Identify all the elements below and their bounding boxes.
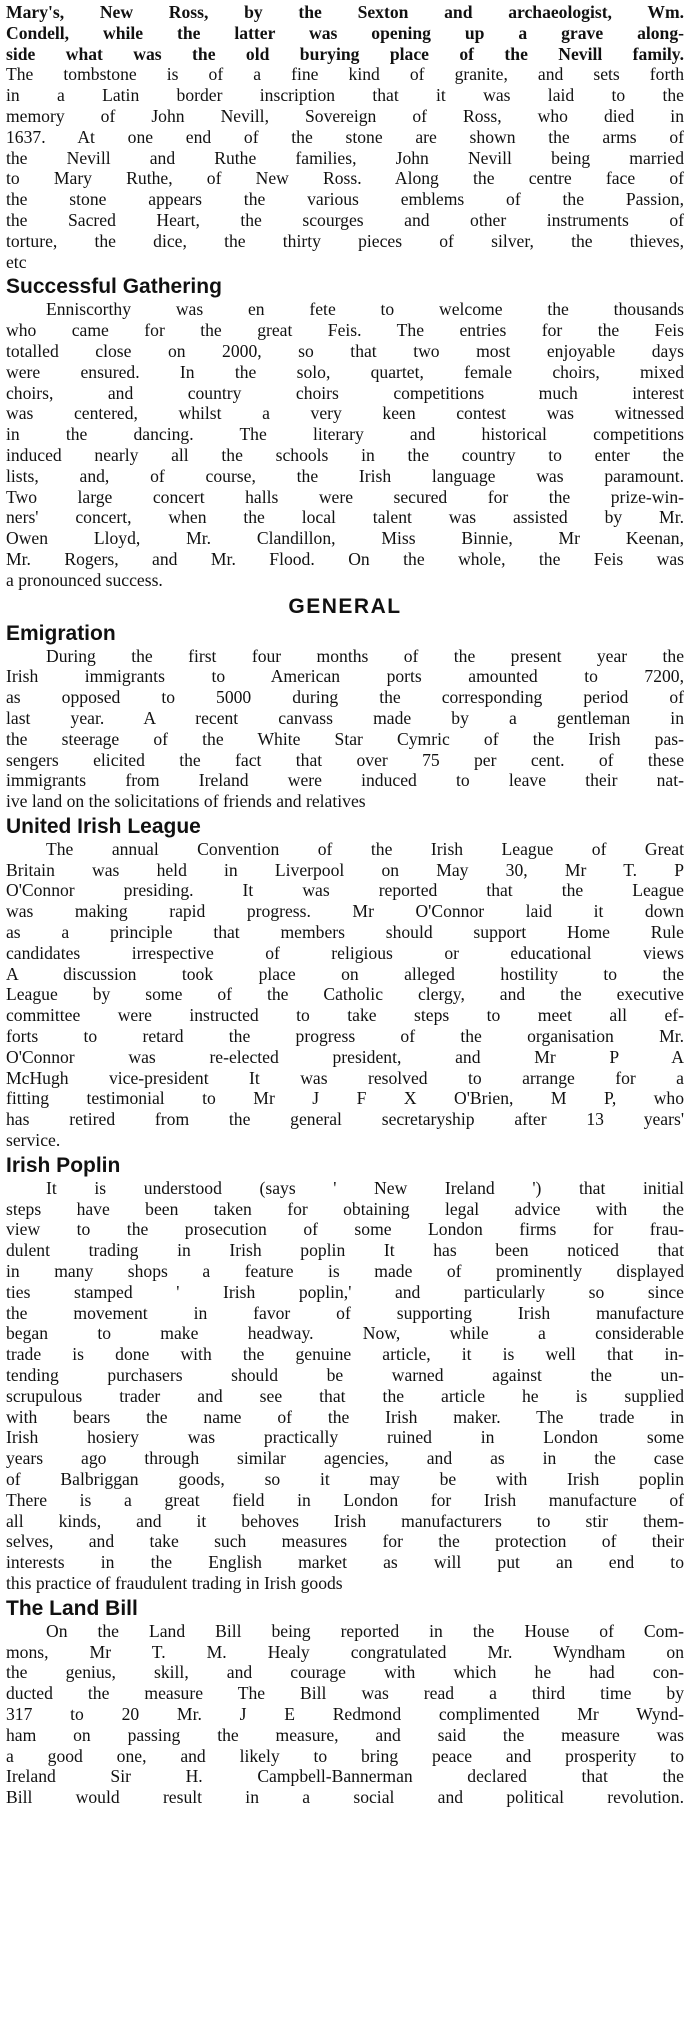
article-emigration [6,622,684,812]
article-line: who came for the great Feis. The entries for the Feis [6,320,684,341]
article-line: Ireland Sir H. Campbell-Bannerman declared that the [6,1766,684,1787]
article-line: There is a great field in London for Irish manufacture of [6,1489,684,1510]
article-line: A discussion took place on alleged hostility to the [6,963,684,984]
article-line: The annual Convention of the Irish League of Great [46,838,684,859]
article-line: McHugh vice-president It was resolved to arrange for a [6,1067,684,1088]
article-line: lists, and, of course, the Irish language was paramount. [6,465,684,486]
article-line: Enniscorthy was en fete to welcome the thousands [46,299,684,320]
article-line: all kinds, and it behoves Irish manufacturers to stir them- [6,1510,684,1531]
article-line: immigrants from Ireland were induced to leave their nat- [6,770,684,791]
intro-line: 1637. At one end of the stone are shown the arms of [6,126,684,147]
article-line: in many shops a feature is made of prominently displayed [6,1261,684,1282]
article-line: steps have been taken for obtaining legal advice with the [6,1198,684,1219]
article-line: as a principle that members should support Home Rule [6,922,684,943]
article-line: has retired from the general secretaryship after 13 years' [6,1109,684,1130]
article-line: candidates irrespective of religious or educational views [6,942,684,963]
intro-line: in a Latin border inscription that it was laid to the [6,85,684,106]
article-line: ties stamped ' Irish poplin,' and particularly so since [6,1281,684,1302]
article-line: 317 to 20 Mr. J E Redmond complimented Mr Wynd- [6,1703,684,1724]
article-line: this practice of fraudulent trading in Irish goods [6,1572,343,1593]
intro-line: The tombstone is of a fine kind of granite, and sets forth [6,64,684,85]
article-line: induced nearly all the schools in the country to enter the [6,444,684,465]
article-heading: Emigration [6,621,116,645]
article-line: the steerage of the White Star Cymric of the Irish pas- [6,728,684,749]
article-line: the genius, skill, and courage with which he had con- [6,1662,684,1683]
intro-line: Condell, while the latter was opening up a grave along- [6,22,684,43]
article-heading: The Land Bill [6,1596,138,1620]
article-line: selves, and take such measures for the protection of their [6,1531,684,1552]
article-line: Mr. Rogers, and Mr. Flood. On the whole, the Feis was [6,548,684,569]
article-line: On the Land Bill being reported in the House of Com- [46,1620,684,1641]
article-line: ive land on the solicitations of friends and relatives [6,791,366,812]
article-line: dulent trading in Irish poplin It has been noticed that [6,1240,684,1261]
article-line: of Balbriggan goods, so it may be with Irish poplin [6,1469,684,1489]
article-line: O'Connor presiding. It was reported that the League [6,880,684,901]
article-heading: United Irish League [6,814,201,838]
article-land-bill [6,1597,684,1808]
intro-line: torture, the dice, the thirty pieces of silver, the thieves, [6,230,684,251]
intro-line: side what was the old burying place of the Nevill family. [6,43,684,64]
article-line: the movement in favor of supporting Irish manufacture [6,1302,684,1323]
intro-line: to Mary Ruthe, of New Ross. Along the centre face of [6,168,684,189]
article-line: last year. A recent canvass made by a gentleman in [6,707,684,728]
article-heading: Irish Poplin [6,1153,121,1177]
article-line: were ensured. In the solo, quartet, female choirs, mixed [6,361,684,382]
article-line: Britain was held in Liverpool on May 30, Mr T. P [6,859,684,880]
article-line: choirs, and country choirs competitions much interest [6,382,684,403]
article-line: began to make headway. Now, while a considerable [6,1323,684,1344]
article-line: League by some of the Catholic clergy, and the executive [6,984,684,1005]
article-line: ducted the measure The Bill was read a third time by [6,1683,684,1704]
article-line: years ago through similar agencies, and as in the case [6,1448,684,1469]
article-heading: Successful Gathering [6,275,222,299]
intro-paragraph [6,2,684,272]
article-line: with bears the name of the Irish maker. The trade in [6,1406,684,1427]
article-line: service. [6,1130,61,1151]
article-line: interests in the English market as will put an end to [6,1552,684,1573]
intro-line: memory of John Nevill, Sovereign of Ross, who died in [6,105,684,126]
article-line: During the first four months of the present year the [46,645,684,666]
article-line: Owen Lloyd, Mr. Clandillon, Miss Binnie, Mr Keenan, [6,528,684,549]
article-irish-poplin [6,1154,684,1594]
article-successful-gathering [6,275,684,590]
article-line: in the dancing. The literary and historical competitions [6,424,684,445]
intro-line: etc [6,251,27,272]
article-line: scrupulous trader and see that the article he is supplied [6,1385,684,1406]
intro-line: the Nevill and Ruthe families, John Nevill being married [6,147,684,168]
article-line: as opposed to 5000 during the corresponding period of [6,687,684,708]
intro-line: Mary's, New Ross, by the Sexton and archaeologist, Wm. [6,2,684,22]
article-line: forts to retard the progress of the organisation Mr. [6,1026,684,1047]
article-line: committee were instructed to take steps to meet all ef- [6,1005,684,1026]
article-line: sengers elicited the fact that over 75 per cent. of these [6,749,684,770]
intro-line: the Sacred Heart, the scourges and other instruments of [6,209,684,230]
article-line: Bill would result in a social and political revolution. [6,1787,684,1808]
article-line: fitting testimonial to Mr J F X O'Brien, M P, who [6,1088,684,1109]
article-line: totalled close on 2000, so that two most enjoyable days [6,340,684,361]
article-line: ners' concert, when the local talent was assisted by Mr. [6,507,684,528]
article-line: a pronounced success. [6,569,163,590]
article-line: mons, Mr T. M. Healy congratulated Mr. Wyndham on [6,1641,684,1662]
article-line: O'Connor was re-elected president, and Mr P A [6,1046,684,1067]
article-line: Irish hosiery was practically ruined in London some [6,1427,684,1448]
article-line: was making rapid progress. Mr O'Connor laid it down [6,901,684,922]
article-line: Irish immigrants to American ports amounted to 7200, [6,666,684,687]
article-line: a good one, and likely to bring peace and prosperity to [6,1745,684,1766]
newspaper-column [6,2,684,1808]
section-title: GENERAL [288,594,402,618]
article-line: trade is done with the genuine article, it is well that in- [6,1344,684,1365]
intro-line: the stone appears the various emblems of the Passion, [6,189,684,210]
article-line: It is understood (says ' New Ireland ') that initial [46,1177,684,1198]
article-united-irish-league [6,815,684,1151]
article-line: Two large concert halls were secured for the prize-win- [6,486,684,507]
article-line: view to the prosecution of some London firms for frau- [6,1219,684,1240]
article-line: was centered, whilst a very keen contest was witnessed [6,403,684,424]
article-line: tending purchasers should be warned against the un- [6,1365,684,1386]
article-line: ham on passing the measure, and said the measure was [6,1724,684,1745]
